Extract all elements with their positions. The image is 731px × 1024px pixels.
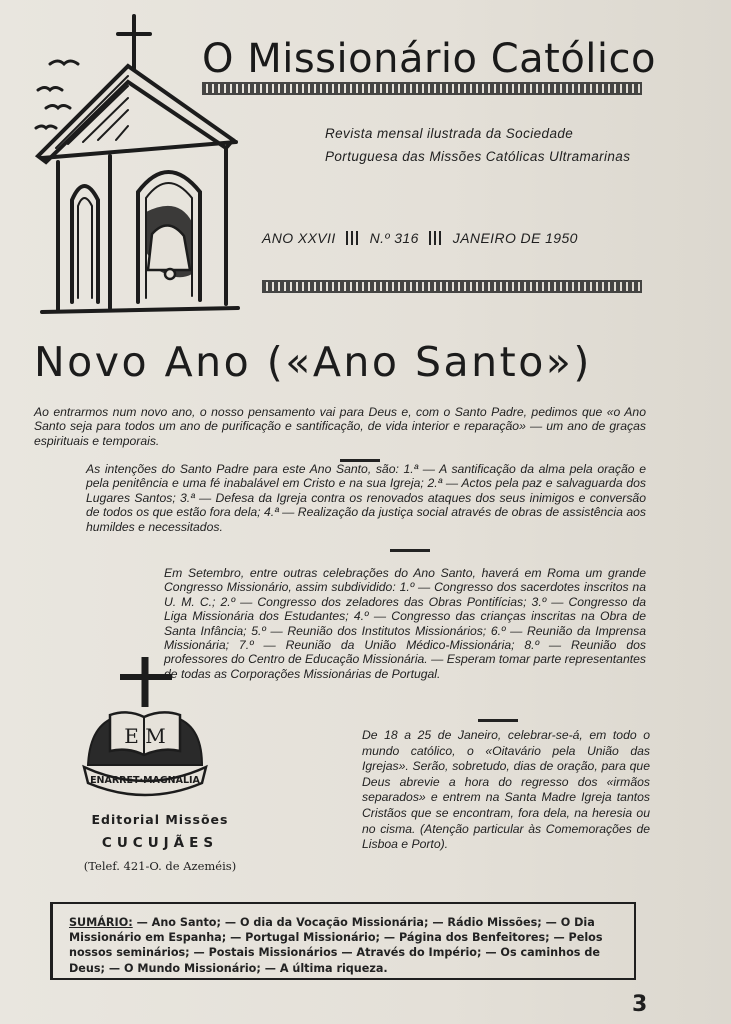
article-headline: Novo Ano («Ano Santo») — [34, 338, 592, 386]
issue-line — [262, 230, 652, 246]
issue-separator-1 — [346, 231, 360, 245]
article-paragraph-3: Em Setembro, entre outras celebrações do Ano Santo, haverá em Roma um grande Congresso Missionário, assim subdividido: 1.º — Congresso dos sacerdotes inscritos na U. M. C.; 2.º — Congresso dos zeladores das Obras Pontifícias; 3.º — Congresso da Liga Missionária dos Estudantes; 4.º — Congresso das crianças inscritas na Obra de Santa Infância; 5.º — Reunião dos Institutos Missionários; 6.º — Reunião da Imprensa Missionária; 7.º — Reunião da União Médico-Missionária; 8.º — Reunião dos professores do Centro de Educação Missionária. — Esperam tomar parte representantes de todas as Corporações Missionárias de Portugal. — [164, 566, 646, 681]
issue-date: JANEIRO DE 1950 — [452, 230, 578, 246]
magazine-subtitle: Revista mensal ilustrada da Sociedade Portuguesa das Missões Católicas Ultramarinas — [325, 126, 631, 164]
publisher-block — [60, 812, 260, 873]
article-paragraph-4: De 18 a 25 de Janeiro, celebrar-se-á, em todo o mundo católico, o «Oitavário pela União das Igrejas». Serão, sobretudo, dias de oração, para que Deus abrevie a hora do regresso dos «irmãos separados» e entrem na Santa Madre Igreja tantos Cristãos que se encontram, fora dela, na heresia ou no cisma. (Atenção particular às Comemorações de Lisboa e Porto). — [362, 728, 650, 852]
emblem-letters: E M — [124, 724, 166, 748]
issue-year: ANO XXVII — [262, 230, 336, 246]
publisher-name: Editorial Missões — [91, 812, 229, 827]
magazine-title: O Missionário Católico — [202, 36, 656, 82]
issue-number: N.º 316 — [369, 230, 419, 246]
paragraph-divider-3 — [478, 719, 518, 722]
summary-label: SUMÁRIO: — [69, 916, 133, 929]
summary-box — [50, 902, 636, 980]
title-underline-ornament — [202, 82, 642, 95]
masthead-bottom-ornament — [262, 280, 642, 293]
paragraph-divider-2 — [390, 549, 430, 552]
publisher-place: CUCUJÃES — [101, 835, 219, 851]
emblem-motto: ENARRET·MAGNALIA — [90, 775, 200, 786]
issue-separator-2 — [429, 231, 443, 245]
page-number: 3 — [632, 992, 648, 1017]
summary-text: — Ano Santo; — O dia da Vocação Missionária; — Rádio Missões; — O Dia Missionário em Espanha; — Portugal Missionário; — Página dos Benfeitores; — Pelos nossos seminários; — Postais Missionários — Através do Império; — Os caminhos de Deus; — O Mundo Missionário; — A última riqueza. — [69, 916, 603, 975]
article-paragraph-1: Ao entrarmos num novo ano, o nosso pensamento vai para Deus e, com o Santo Padre, pedimos que «o Ano Santo seja para todos um ano de purificação e santificação, de vida interior e reparação» — um ano de graças espirituais e temporais. — [34, 405, 646, 448]
publisher-phone: (Telef. 421-O. de Azeméis) — [83, 859, 237, 873]
article-paragraph-2: As intenções do Santo Padre para este Ano Santo, são: 1.ª — A santificação da alma pela oração e pela penitência e uma fé inabalável em Cristo e na sua Igreja; 2.ª — Actos pela paz e salvaguarda dos Lugares Santos; 3.ª — Defesa da Igreja contra os renovados ataques dos seus inimigos e conversão de todos os que estão fora dela; 4.ª — Realização da justiça social através de obras de assistência aos humildes e necessitados. — [86, 462, 646, 534]
publisher-emblem — [80, 655, 210, 805]
